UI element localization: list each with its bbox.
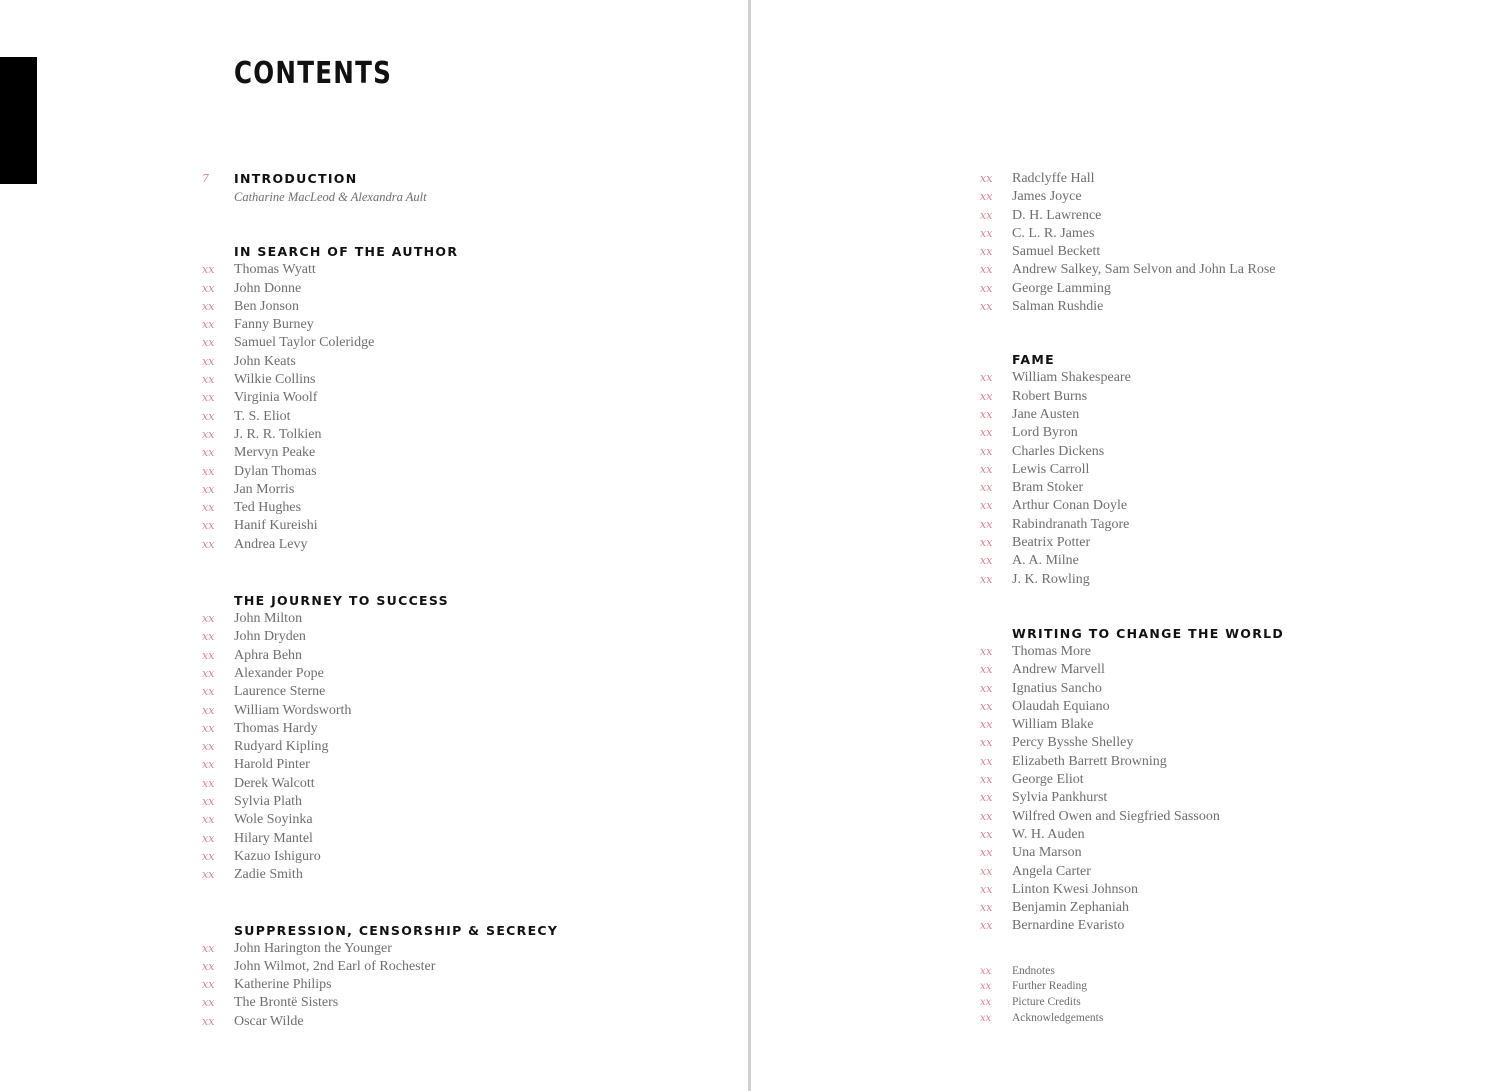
toc-entry[interactable] <box>200 353 740 371</box>
page-number: xx <box>980 809 993 823</box>
page-number: xx <box>202 446 215 460</box>
page-number: xx <box>980 997 992 1009</box>
toc-entry[interactable] <box>978 844 1478 862</box>
entry-title: Jan Morris <box>234 481 295 497</box>
page-number: xx <box>980 572 993 586</box>
toc-entry[interactable] <box>200 389 740 407</box>
toc-entry[interactable] <box>978 243 1478 261</box>
toc-entry[interactable] <box>200 738 740 756</box>
section-the-journey-to-success <box>200 592 740 884</box>
entry-title: Radclyffe Hall <box>1012 171 1095 186</box>
entry-title: Jane Austen <box>1012 406 1080 422</box>
entry-title: John Milton <box>234 611 303 627</box>
entry-title: Acknowledgements <box>1012 1012 1104 1025</box>
entry-title: Hilary Mantel <box>234 830 313 846</box>
chapter-tab-marker <box>0 57 37 184</box>
toc-entry[interactable] <box>200 702 740 720</box>
entry-title: Kazuo Ishiguro <box>234 848 321 864</box>
toc-entry[interactable] <box>978 443 1478 461</box>
entry-title: Bernardine Evaristo <box>1012 918 1125 934</box>
entry-title: Andrew Marvell <box>1012 662 1105 678</box>
toc-entry[interactable] <box>200 940 740 958</box>
page-number: xx <box>202 1014 215 1028</box>
toc-entry[interactable] <box>978 298 1478 316</box>
toc-entry[interactable] <box>978 207 1478 225</box>
page-number: xx <box>202 996 215 1010</box>
page-number: xx <box>980 864 993 878</box>
page-number: xx <box>202 281 215 295</box>
page-number: xx <box>202 666 215 680</box>
toc-entry[interactable] <box>200 334 740 352</box>
toc-entry[interactable] <box>200 775 740 793</box>
toc-entry[interactable] <box>200 1013 740 1031</box>
section-heading: WRITING TO CHANGE THE WORLD <box>1012 625 1285 641</box>
entry-title: Robert Burns <box>1012 388 1088 404</box>
entry-title: Ignatius Sancho <box>1012 680 1102 696</box>
entry-title: C. L. R. James <box>1012 225 1095 241</box>
section-introduction <box>200 170 740 206</box>
page-number: xx <box>980 846 993 860</box>
entry-title: Andrew Salkey, Sam Selvon and John La Rose <box>1012 262 1276 278</box>
page-number: xx <box>980 965 992 977</box>
page-number: xx <box>202 959 215 973</box>
toc-entry[interactable] <box>200 316 740 334</box>
page-number: xx <box>980 300 993 314</box>
page-number: xx <box>202 299 215 313</box>
toc-entry[interactable] <box>978 261 1478 279</box>
page-number: xx <box>202 537 215 551</box>
page-number: xx <box>980 462 993 476</box>
entry-title: Thomas Hardy <box>234 720 318 736</box>
toc-entry[interactable] <box>978 534 1478 552</box>
toc-entry[interactable] <box>978 571 1478 589</box>
page-number: xx <box>202 740 215 754</box>
entry-title: Derek Walcott <box>234 775 315 791</box>
page-number: xx <box>980 981 992 993</box>
entry-title: Katherine Philips <box>234 977 332 993</box>
toc-entry[interactable] <box>978 225 1478 243</box>
entry-title: Thomas More <box>1012 643 1091 659</box>
entry-title: Salman Rushdie <box>1012 299 1104 315</box>
page-number: xx <box>980 444 993 458</box>
page-number: xx <box>202 703 215 717</box>
entry-title: Wilkie Collins <box>234 372 316 388</box>
entry-title: Lord Byron <box>1012 425 1078 441</box>
section-fame <box>978 351 1478 589</box>
page-number: xx <box>202 409 215 423</box>
entry-title: Ben Jonson <box>234 298 299 314</box>
entry-title: Samuel Taylor Coleridge <box>234 335 375 351</box>
entry-title: Wole Soyinka <box>234 812 313 828</box>
entry-title: John Wilmot, 2nd Earl of Rochester <box>234 958 436 974</box>
toc-entry[interactable] <box>978 552 1478 570</box>
toc-entry[interactable] <box>200 665 740 683</box>
entry-title: Samuel Beckett <box>1012 244 1101 260</box>
toc-entry[interactable] <box>978 808 1478 826</box>
page-number: xx <box>980 190 993 204</box>
toc-entry[interactable] <box>978 497 1478 515</box>
page-number: xx <box>980 226 993 240</box>
page-number: xx <box>202 336 215 350</box>
toc-entry[interactable] <box>978 698 1478 716</box>
page-number: xx <box>202 501 215 515</box>
toc-entry[interactable] <box>978 406 1478 424</box>
left-column <box>200 170 740 1031</box>
page-number: xx <box>980 263 993 277</box>
toc-entry[interactable] <box>978 899 1478 917</box>
page-number: xx <box>980 245 993 259</box>
toc-entry[interactable] <box>200 610 740 628</box>
toc-entry[interactable] <box>200 958 740 976</box>
toc-entry[interactable] <box>200 830 740 848</box>
toc-entry[interactable] <box>978 170 1478 188</box>
page-number: xx <box>202 464 215 478</box>
section-suppression-continued <box>978 170 1478 316</box>
page-number: xx <box>202 813 215 827</box>
page-number: xx <box>202 648 215 662</box>
page-number: xx <box>980 426 993 440</box>
entry-title: A. A. Milne <box>1012 553 1079 569</box>
entry-title: Rabindranath Tagore <box>1012 516 1130 532</box>
entry-title: John Donne <box>234 280 302 296</box>
toc-entry[interactable] <box>978 995 1478 1011</box>
page-number: xx <box>980 281 993 295</box>
entry-title: Further Reading <box>1012 980 1088 993</box>
page-number: xx <box>202 941 215 955</box>
right-column <box>978 170 1478 1027</box>
page-number: xx <box>202 721 215 735</box>
entry-title: George Lamming <box>1012 280 1111 296</box>
page-number: xx <box>202 318 215 332</box>
entry-title: Hanif Kureishi <box>234 518 318 534</box>
page-number: xx <box>202 685 215 699</box>
toc-entry[interactable] <box>978 734 1478 752</box>
entry-title: Harold Pinter <box>234 757 310 773</box>
toc-entry[interactable] <box>200 756 740 774</box>
section-back-matter <box>978 964 1478 1027</box>
entry-title: William Blake <box>1012 717 1094 733</box>
page-number: xx <box>980 663 993 677</box>
page-number: xx <box>980 407 993 421</box>
entry-title: Aphra Behn <box>234 647 303 663</box>
entry-title: T. S. Eliot <box>234 408 291 424</box>
entry-title: Fanny Burney <box>234 317 314 333</box>
entry-title: J. K. Rowling <box>1012 571 1090 587</box>
entry-title: Sylvia Pankhurst <box>1012 790 1108 806</box>
entry-title: John Keats <box>234 353 296 369</box>
section-heading: IN SEARCH OF THE AUTHOR <box>234 244 459 260</box>
page-number: xx <box>980 882 993 896</box>
toc-entry[interactable] <box>978 680 1478 698</box>
entry-title: Olaudah Equiano <box>1012 698 1110 714</box>
toc-entry[interactable] <box>200 481 740 499</box>
page-number: xx <box>980 681 993 695</box>
entry-title: Oscar Wilde <box>234 1013 304 1029</box>
entry-title: Wilfred Owen and Siegfried Sassoon <box>1012 808 1220 824</box>
page-number: xx <box>980 389 993 403</box>
entry-title: Thomas Wyatt <box>234 262 316 278</box>
page-number: xx <box>202 373 215 387</box>
entry-title: Arthur Conan Doyle <box>1012 498 1128 514</box>
toc-entry[interactable] <box>978 917 1478 935</box>
entry-title: Beatrix Potter <box>1012 535 1091 551</box>
page-number: xx <box>202 354 215 368</box>
toc-entry[interactable] <box>200 298 740 316</box>
page-number: xx <box>980 827 993 841</box>
entry-title: Elizabeth Barrett Browning <box>1012 753 1167 769</box>
entry-title: Alexander Pope <box>234 665 324 681</box>
page-number: xx <box>980 736 993 750</box>
toc-entry[interactable] <box>200 408 740 426</box>
entry-title: George Eliot <box>1012 772 1084 788</box>
page-number: xx <box>202 776 215 790</box>
page-number: xx <box>202 519 215 533</box>
section-heading: FAME <box>1012 352 1055 368</box>
page-number: xx <box>980 699 993 713</box>
entry-title: J. R. R. Tolkien <box>234 426 322 442</box>
page-number: xx <box>980 481 993 495</box>
toc-entry[interactable] <box>200 994 740 1012</box>
entry-title: Bram Stoker <box>1012 480 1084 496</box>
page-number: xx <box>980 919 993 933</box>
toc-entry[interactable] <box>200 444 740 462</box>
entry-title: Una Marson <box>1012 845 1082 861</box>
entry-title: William Shakespeare <box>1012 370 1131 386</box>
toc-entry[interactable] <box>978 369 1478 387</box>
page-number: xx <box>980 172 993 185</box>
toc-entry[interactable] <box>200 628 740 646</box>
toc-entry[interactable] <box>200 536 740 554</box>
page-number: xx <box>980 499 993 513</box>
toc-entry[interactable] <box>200 720 740 738</box>
toc-entry[interactable] <box>978 716 1478 734</box>
toc-entry[interactable] <box>978 388 1478 406</box>
page-number: xx <box>980 371 993 385</box>
toc-entry[interactable] <box>978 516 1478 534</box>
page-title: CONTENTS <box>234 56 393 91</box>
toc-entry[interactable] <box>200 517 740 535</box>
page-number: xx <box>202 630 215 644</box>
toc-entry[interactable] <box>978 424 1478 442</box>
entry-title: James Joyce <box>1012 189 1082 205</box>
toc-entry[interactable] <box>200 793 740 811</box>
entry-title: W. H. Auden <box>1012 826 1085 842</box>
entry-title: Zadie Smith <box>234 867 303 883</box>
page-number: xx <box>980 644 993 658</box>
page-number: xx <box>202 978 215 992</box>
toc-entry[interactable] <box>978 461 1478 479</box>
entry-title: Mervyn Peake <box>234 445 316 461</box>
toc-entry[interactable] <box>978 826 1478 844</box>
toc-entry[interactable] <box>978 881 1478 899</box>
toc-entry[interactable] <box>978 964 1478 980</box>
toc-entry[interactable] <box>200 261 740 279</box>
toc-entry[interactable] <box>978 789 1478 807</box>
page-number: xx <box>202 612 215 626</box>
toc-entry[interactable] <box>978 188 1478 206</box>
page-number: xx <box>202 795 215 809</box>
entry-title: Endnotes <box>1012 964 1055 977</box>
entry-title: Andrea Levy <box>234 536 308 552</box>
section-suppression-censorship-secrecy <box>200 922 740 1031</box>
page-number: xx <box>980 536 993 550</box>
entry-title: Picture Credits <box>1012 996 1081 1009</box>
toc-entry[interactable] <box>200 499 740 517</box>
toc-entry[interactable] <box>200 371 740 389</box>
toc-entry[interactable] <box>200 463 740 481</box>
page-number: xx <box>980 791 993 805</box>
entry-title: John Harington the Younger <box>234 940 392 956</box>
page-number: 7 <box>202 172 209 185</box>
toc-entry[interactable] <box>978 1011 1478 1027</box>
section-heading: INTRODUCTION <box>234 171 358 187</box>
toc-entry[interactable] <box>200 683 740 701</box>
toc-entry-introduction[interactable] <box>200 170 740 188</box>
page-number: xx <box>980 718 993 732</box>
toc-entry[interactable] <box>978 753 1478 771</box>
section-writing-to-change-the-world <box>978 625 1478 936</box>
entry-title: D. H. Lawrence <box>1012 207 1102 223</box>
toc-entry[interactable] <box>978 661 1478 679</box>
entry-title: Percy Bysshe Shelley <box>1012 735 1134 751</box>
page-number: xx <box>980 754 993 768</box>
page-number: xx <box>980 773 993 787</box>
entry-title: Sylvia Plath <box>234 794 303 810</box>
toc-entry[interactable] <box>200 976 740 994</box>
page-number: xx <box>202 849 215 863</box>
page-number: xx <box>202 868 215 882</box>
toc-entry[interactable] <box>200 848 740 866</box>
section-heading: THE JOURNEY TO SUCCESS <box>234 593 449 609</box>
entry-title: Rudyard Kipling <box>234 739 329 755</box>
page-number: xx <box>980 208 993 222</box>
toc-entry[interactable] <box>978 863 1478 881</box>
entry-title: Laurence Sterne <box>234 684 326 700</box>
entry-title: Benjamin Zephaniah <box>1012 900 1130 916</box>
toc-entry[interactable] <box>200 280 740 298</box>
page-number: xx <box>980 517 993 531</box>
entry-title: John Dryden <box>234 629 306 645</box>
toc-entry[interactable] <box>978 979 1478 995</box>
entry-title: Virginia Woolf <box>234 390 318 406</box>
toc-entry[interactable] <box>200 866 740 884</box>
toc-entry[interactable] <box>978 280 1478 298</box>
entry-title: Dylan Thomas <box>234 463 317 479</box>
page-number: xx <box>980 554 993 568</box>
page-number: xx <box>202 263 215 277</box>
section-in-search-of-the-author <box>200 243 740 554</box>
entry-title: Angela Carter <box>1012 863 1091 879</box>
toc-entry[interactable] <box>978 643 1478 661</box>
section-heading: SUPPRESSION, CENSORSHIP & SECRECY <box>234 922 559 938</box>
introduction-authors: Catharine MacLeod & Alexandra Ault <box>234 190 427 205</box>
page-gutter <box>748 0 751 1091</box>
page-number: xx <box>202 391 215 405</box>
page-number: xx <box>980 901 993 915</box>
toc-entry[interactable] <box>200 426 740 444</box>
toc-entry[interactable] <box>200 647 740 665</box>
entry-title: Ted Hughes <box>234 500 302 516</box>
page-number: xx <box>202 427 215 441</box>
toc-entry[interactable] <box>978 479 1478 497</box>
entry-title: Linton Kwesi Johnson <box>1012 881 1138 897</box>
page-number: xx <box>202 831 215 845</box>
toc-entry[interactable] <box>978 771 1478 789</box>
toc-entry[interactable] <box>200 811 740 829</box>
page-number: xx <box>980 1013 992 1025</box>
entry-title: Charles Dickens <box>1012 443 1105 459</box>
entry-title: William Wordsworth <box>234 702 352 718</box>
page-number: xx <box>202 758 215 772</box>
entry-title: Lewis Carroll <box>1012 461 1090 477</box>
page-number: xx <box>202 482 215 496</box>
entry-title: The Brontë Sisters <box>234 995 339 1011</box>
